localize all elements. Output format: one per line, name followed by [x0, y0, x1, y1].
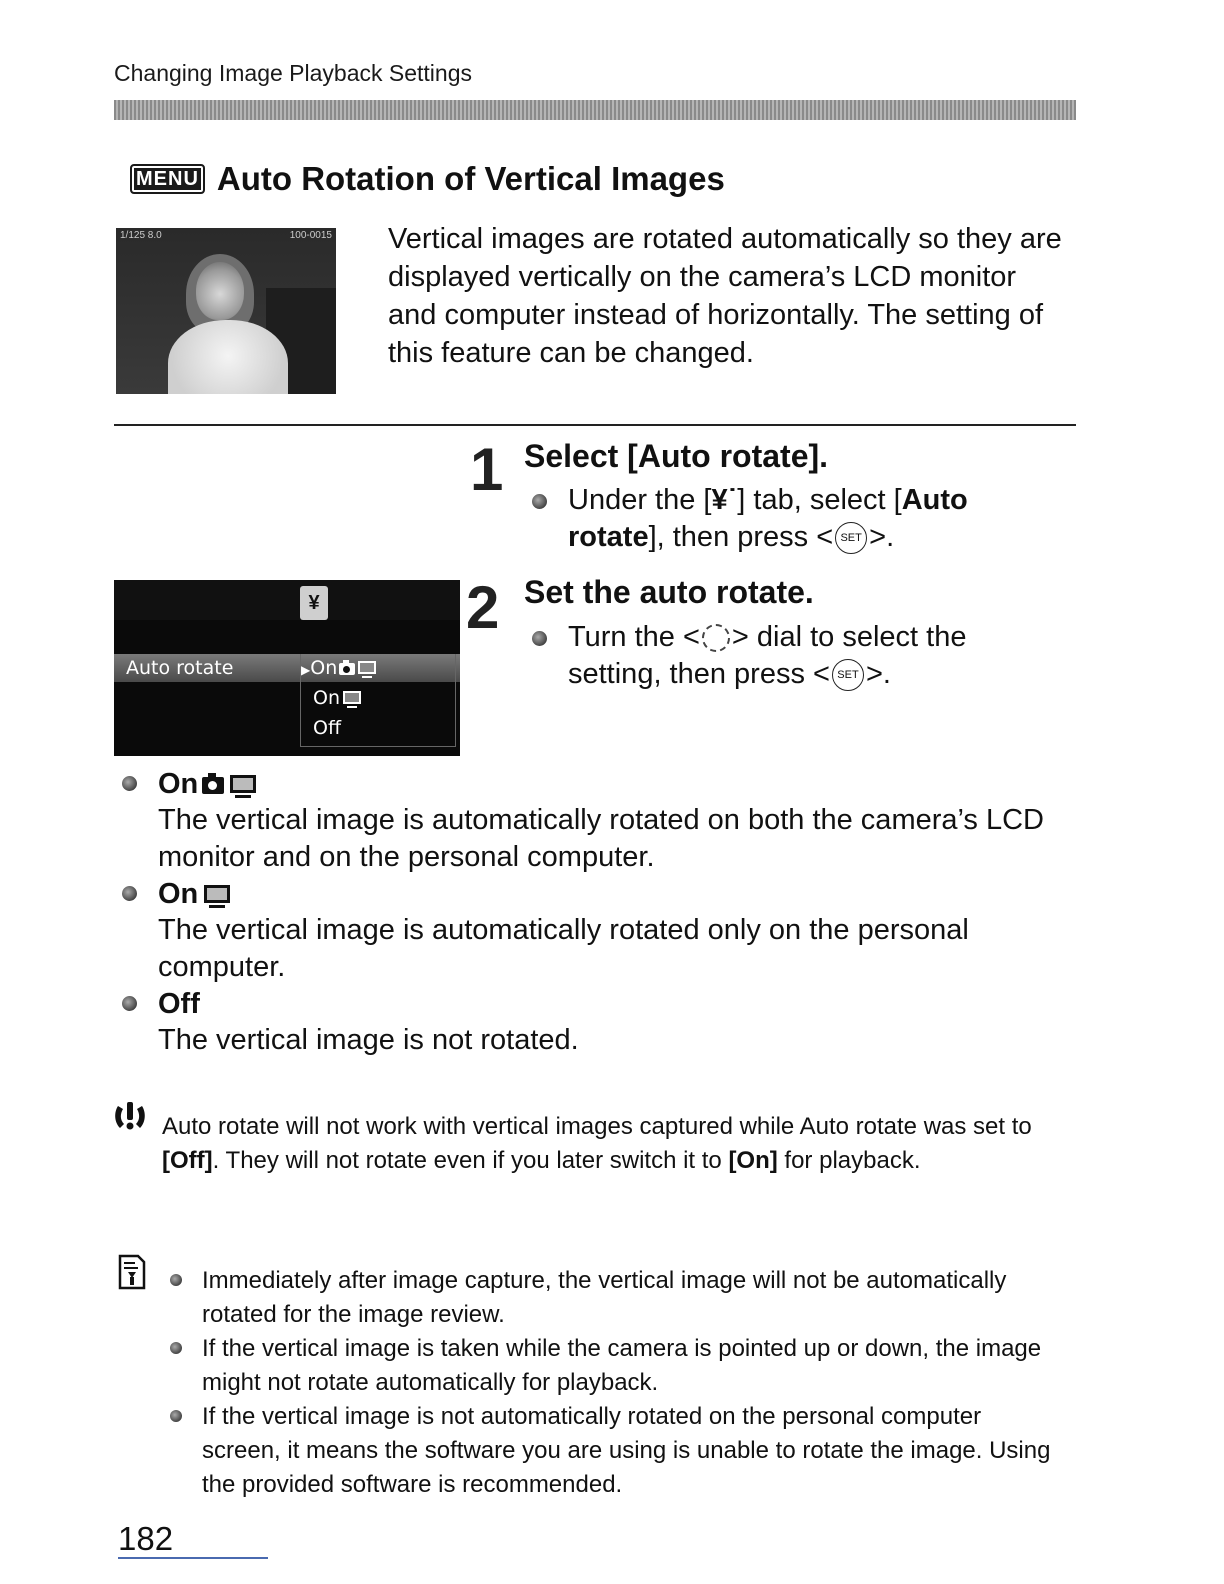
page-number: 182 — [118, 1520, 174, 1557]
step-title-2: Set the auto rotate. — [524, 574, 814, 610]
bullet-icon — [532, 631, 547, 646]
caution-icon — [112, 1098, 148, 1134]
running-head: Changing Image Playback Settings — [114, 60, 472, 86]
caution-text: Auto rotate will not work with vertical images captured while Auto rotate was set to [Off]. They will not rotate even if you later switch it to [On] for playback. — [162, 1113, 1032, 1174]
step-title-1: Select [Auto rotate]. — [524, 438, 829, 474]
setup-tab-icon: ¥ — [300, 586, 328, 620]
vertical-portrait-photo — [116, 228, 336, 394]
step-number-2: 2 — [466, 574, 500, 641]
menu-badge-icon: MENU — [130, 164, 205, 194]
header-bar — [114, 100, 1076, 120]
setup-tab-icon: ¥˙ — [711, 484, 738, 516]
section-heading — [130, 160, 725, 198]
note-item: If the vertical image is not automatically rotated on the personal computer screen, it means the software you are using is unable to rotate the image. Using the provided software is recommended. — [162, 1400, 1062, 1502]
lcd-option-on-both: ▶On — [301, 654, 376, 684]
set-button-icon: SET — [832, 659, 864, 691]
step-1-text: Under the [¥˙] tab, select [Auto rotate], then press < SET >. — [568, 484, 968, 553]
lcd-row-label: Auto rotate — [126, 657, 234, 679]
intro-paragraph: Vertical images are rotated automatically so they are displayed vertically on the camera’s LCD monitor and computer instead of horizontally. The setting of this feature can be changed. — [388, 223, 1062, 369]
photo-subject-face — [196, 262, 244, 320]
photo-exposure-info: 1/125 8.0 — [120, 230, 162, 241]
step-body-1 — [528, 482, 1048, 556]
computer-icon — [230, 775, 256, 793]
lcd-menu-screen — [114, 580, 460, 756]
bullet-icon — [122, 886, 137, 901]
bullet-icon — [170, 1342, 182, 1354]
bullet-icon — [170, 1274, 182, 1286]
computer-icon — [343, 691, 361, 704]
section-title: Auto Rotation of Vertical Images — [216, 160, 725, 197]
option-title: On — [158, 766, 1058, 802]
options-list — [118, 766, 1058, 1059]
camera-icon — [202, 777, 224, 794]
bullet-icon — [122, 996, 137, 1011]
lcd-option-on-pc: On — [313, 684, 361, 712]
photo-file-number: 100-0015 — [289, 230, 332, 241]
computer-icon — [204, 885, 230, 903]
page-number-underline — [118, 1557, 268, 1559]
bullet-icon — [170, 1410, 182, 1422]
note-item: If the vertical image is taken while the camera is pointed up or down, the image might not rotate automatically for playback. — [162, 1332, 1062, 1400]
option-title: On — [158, 876, 1058, 912]
step-body-2 — [528, 619, 1048, 693]
selection-caret-icon: ▶ — [301, 663, 311, 677]
option-on-camera-pc — [118, 766, 1058, 876]
step-number-1: 1 — [470, 436, 504, 503]
bullet-icon — [532, 494, 547, 509]
set-button-icon: SET — [835, 522, 867, 554]
camera-icon — [339, 663, 355, 675]
option-description: The vertical image is automatically rotated on both the camera’s LCD monitor and on the personal computer. — [158, 804, 1045, 873]
option-on-pc — [118, 876, 1058, 986]
option-description: The vertical image is not rotated. — [158, 1024, 579, 1056]
option-off — [118, 986, 1058, 1059]
memo-icon — [118, 1254, 146, 1290]
option-description: The vertical image is automatically rotated only on the personal computer. — [158, 914, 969, 983]
notes-list — [162, 1264, 1062, 1502]
lcd-options-list — [300, 654, 456, 747]
section-divider — [114, 424, 1076, 426]
option-title: Off — [158, 988, 200, 1020]
note-item: Immediately after image capture, the vertical image will not be automatically rotated for the image review. — [162, 1264, 1062, 1332]
quick-control-dial-icon — [702, 624, 730, 652]
lcd-tab-bar — [114, 580, 460, 620]
computer-icon — [358, 661, 376, 674]
lcd-option-off: Off — [313, 717, 342, 739]
photo-status-bar — [120, 230, 332, 241]
step-2-text: Turn the < > dial to select the setting, then press < SET >. — [568, 621, 967, 690]
auto-rotate-label: Auto rotate — [568, 484, 968, 553]
photo-subject-body — [168, 320, 288, 394]
bullet-icon — [122, 776, 137, 791]
